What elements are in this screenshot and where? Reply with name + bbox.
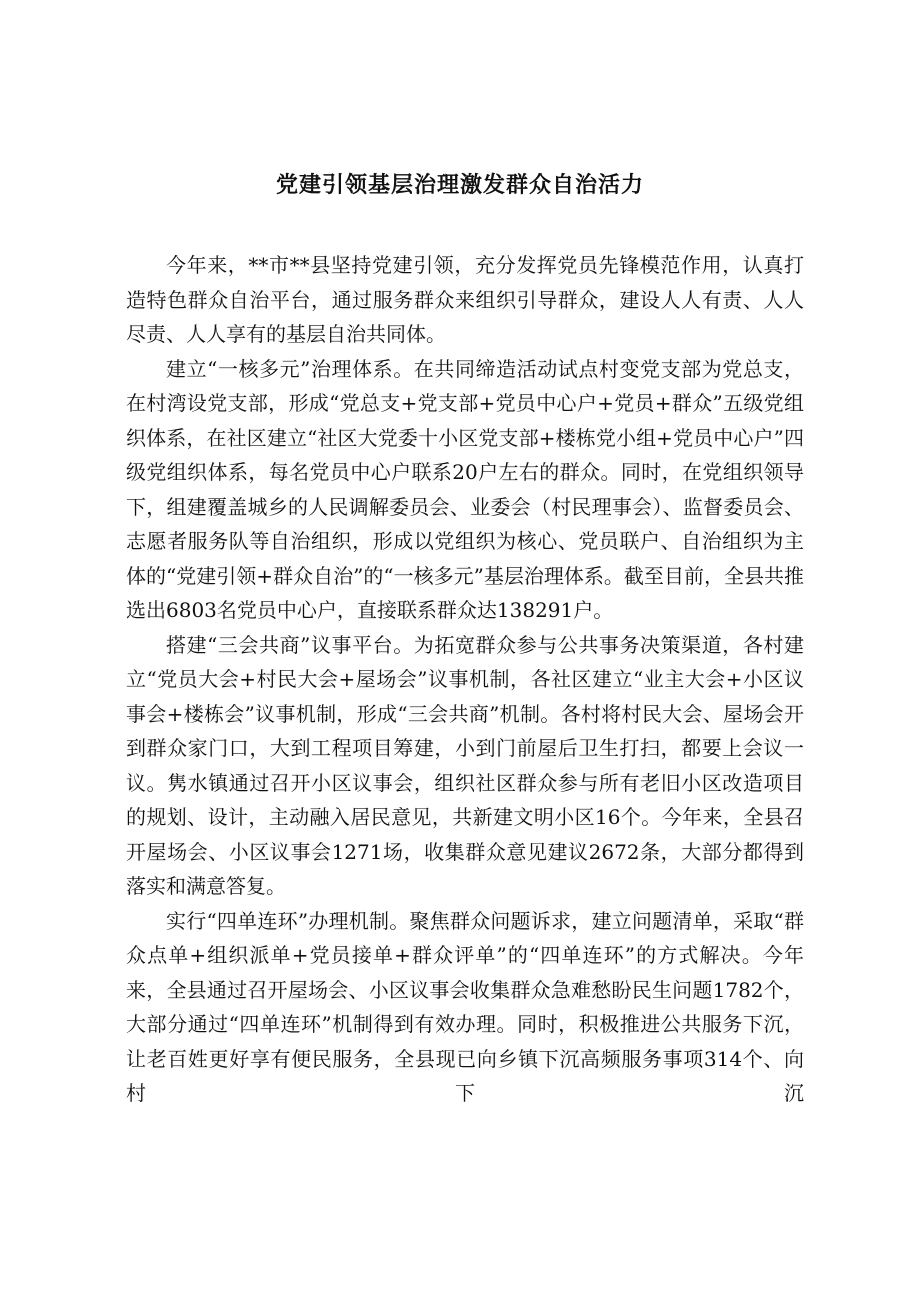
paragraph-deliberation-platform: 搭建“三会共商”议事平台。为拓宽群众参与公共事务决策渠道，各村建立“党员大会+村民大会+屋场会”议事机制，各社区建立“业主大会+小区议事会+楼栋会”议事机制，形成“三会共商”机制。各村将村民大会、屋场会开到群众家门口，大到工程项目筹建，小到门前屋后卫生打扫，都要上会议一议。隽水镇通过召开小区议事会，组织社区群众参与所有老旧小区改造项目的规划、设计，主动融入居民意见，共新建文明小区16个。今年来，全县召开屋场会、小区议事会1271场，收集群众意见建议2672条，大部分都得到落实和满意答复。 bbox=[126, 632, 804, 898]
paragraph-governance-system: 建立“一核多元”治理体系。在共同缔造活动试点村变党支部为党总支，在村湾设党支部，形成“党总支+党支部+党员中心户+党员+群众”五级党组织体系，在社区建立“社区大党委十小区党支部+楼栋党小组+党员中心户”四级党组织体系，每名党员中心户联系20户左右的群众。同时，在党组织领导下，组建覆盖城乡的人民调解委员会、业委会（村民理事会）、监督委员会、志愿者服务队等自治组织，形成以党组织为核心、党员联户、自治组织为主体的“党建引领+群众自治”的“一核多元”基层治理体系。截至目前，全县共推选出6803名党员中心户，直接联系群众达138291户。 bbox=[126, 356, 804, 622]
document-body bbox=[126, 248, 804, 1111]
paragraph-intro: 今年来，**市**县坚持党建引领，充分发挥党员先锋模范作用，认真打造特色群众自治平台，通过服务群众来组织引导群众，建设人人有责、人人尽责、人人享有的基层自治共同体。 bbox=[126, 253, 804, 346]
document-title: 党建引领基层治理激发群众自治活力 bbox=[275, 173, 644, 198]
paragraph-handling-mechanism: 实行“四单连环”办理机制。聚焦群众问题诉求，建立问题清单，采取“群众点单+组织派单+党员接单+群众评单”的“四单连环”的方式解决。今年来，全县通过召开屋场会、小区议事会收集群众急难愁盼民生问题1782个，大部分通过“四单连环”机制得到有效办理。同时，积极推进公共服务下沉，让老百姓更好享有便民服务，全县现已向乡镇下沉高频服务事项314个、向村下沉 bbox=[126, 908, 804, 1105]
